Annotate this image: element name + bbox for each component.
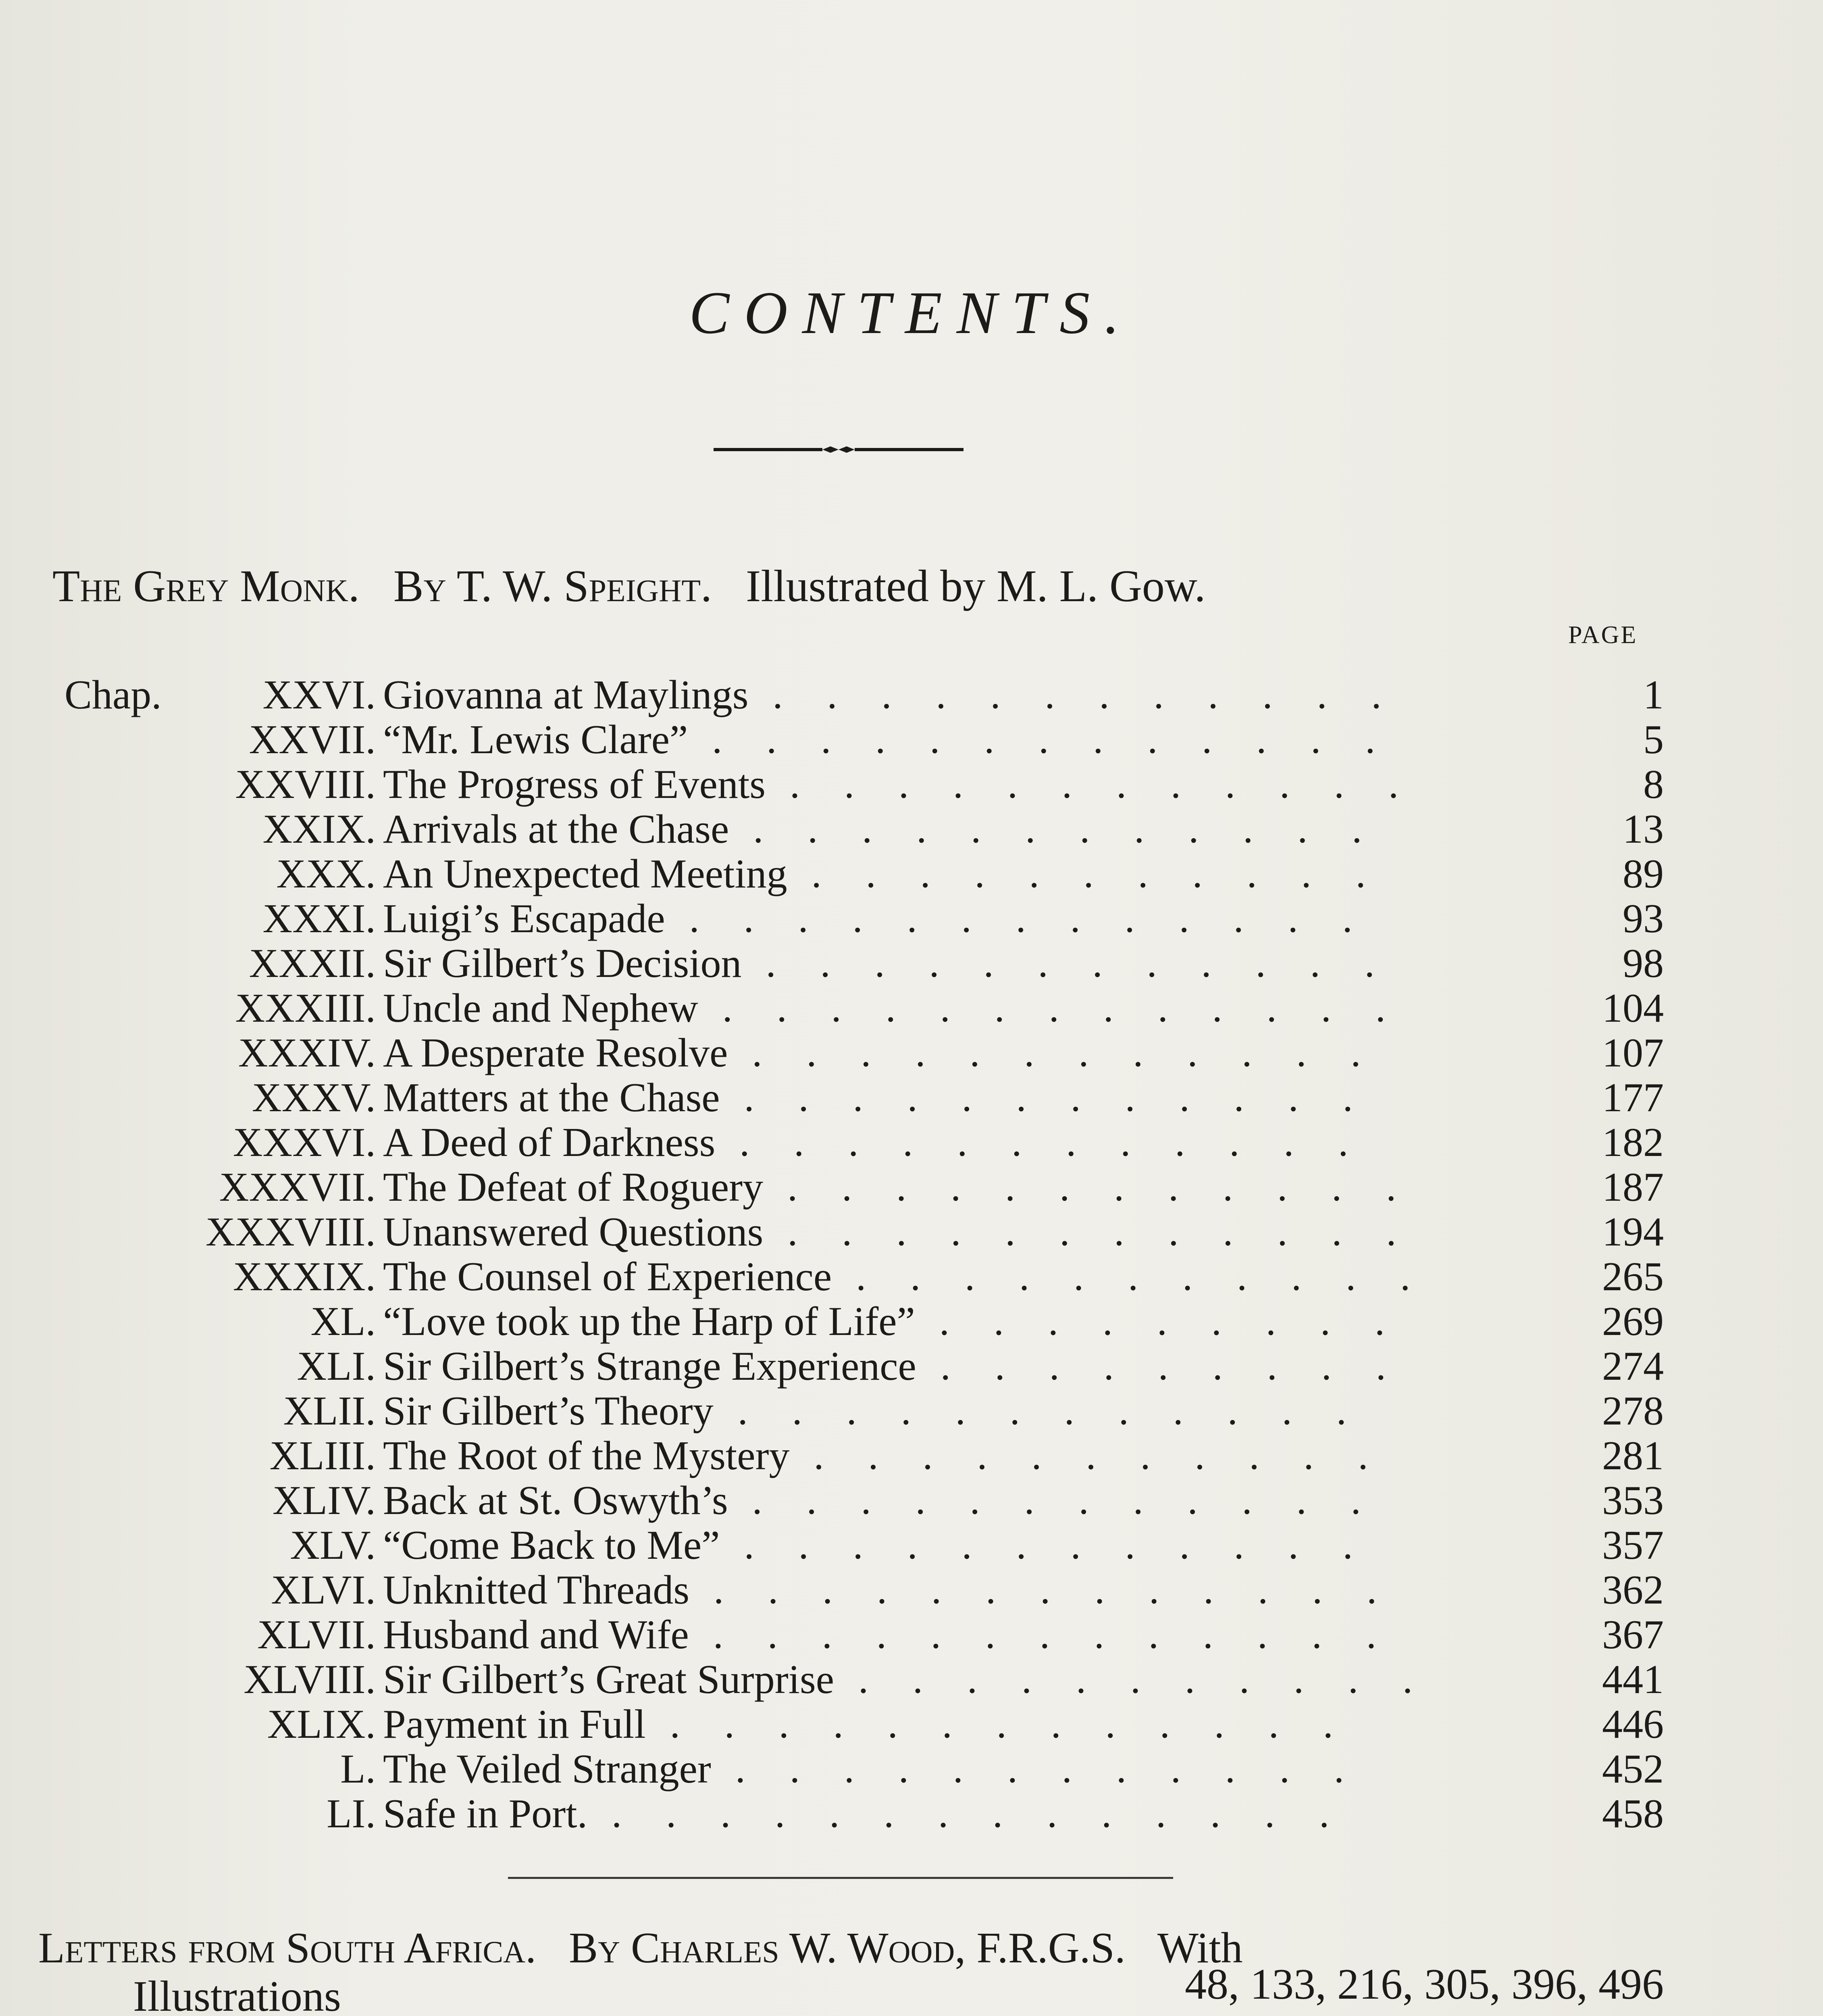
- grey-monk-illustrator: Illustrated by M. L. Gow.: [745, 561, 1206, 611]
- grey-monk-author: By T. W. Speight.: [393, 561, 712, 611]
- chapter-title: “Mr. Lewis Clare”: [383, 717, 688, 762]
- chapter-title: Unanswered Questions: [383, 1209, 764, 1255]
- chapter-row: [0, 761, 1823, 806]
- chapter-page: 1: [1643, 672, 1664, 718]
- chapter-page: 194: [1602, 1209, 1664, 1255]
- chapter-row: [0, 806, 1823, 851]
- leader-dots: ............: [744, 1075, 1397, 1120]
- chapter-title: The Counsel of Experience: [383, 1254, 832, 1300]
- chapter-row: [0, 1432, 1823, 1477]
- leader-dots: ............: [787, 1164, 1441, 1209]
- leader-dots: ...........: [811, 851, 1410, 896]
- chapter-number: XLVI.: [271, 1567, 376, 1613]
- chapter-row: [0, 1790, 1823, 1835]
- chapter-row: [0, 1387, 1823, 1433]
- chapter-number: XLVII.: [257, 1612, 376, 1658]
- chapter-page: 89: [1623, 851, 1664, 897]
- chapter-title: The Progress of Events: [383, 762, 766, 807]
- ornament-divider-icon: [710, 437, 968, 462]
- chapter-title: Giovanna at Maylings: [383, 672, 749, 718]
- leader-dots: ............: [787, 1209, 1441, 1254]
- chapter-row: [0, 1298, 1823, 1343]
- chapter-title: Arrivals at the Chase: [383, 806, 729, 852]
- chapter-page: 107: [1602, 1030, 1664, 1076]
- section-letters-heading: [38, 1923, 1243, 1973]
- chapter-page: 458: [1602, 1791, 1664, 1837]
- chapter-row: [0, 1074, 1823, 1119]
- chapter-row: [0, 1253, 1823, 1298]
- chapter-row: [0, 1208, 1823, 1254]
- leader-dots: ............: [789, 762, 1443, 806]
- leader-dots: .............: [714, 1567, 1421, 1612]
- chapter-number: L.: [340, 1746, 376, 1792]
- chapter-title: Sir Gilbert’s Theory: [383, 1388, 714, 1434]
- chapter-page: 187: [1602, 1164, 1664, 1210]
- letters-pages: 48, 133, 216, 305, 396, 496: [1185, 1960, 1664, 2008]
- chapter-number: XL.: [310, 1299, 376, 1344]
- chapter-row: [0, 1522, 1823, 1567]
- leader-dots: ...........: [814, 1433, 1413, 1478]
- leader-dots: .............: [670, 1702, 1378, 1746]
- chapter-row: [0, 1029, 1823, 1075]
- chapter-row: [0, 671, 1823, 716]
- chapter-title: Sir Gilbert’s Strange Experience: [383, 1343, 916, 1389]
- chapter-number: XXX.: [276, 851, 376, 897]
- chapter-number: XXXVII.: [219, 1164, 376, 1210]
- leader-dots: .............: [689, 896, 1397, 941]
- chapter-number: XLII.: [283, 1388, 376, 1434]
- chapter-title: The Defeat of Roguery: [383, 1164, 764, 1210]
- chapter-page: 177: [1602, 1075, 1664, 1120]
- chapter-number: XXXII.: [249, 941, 376, 986]
- chapter-page: 281: [1602, 1433, 1664, 1479]
- chapter-title: A Desperate Resolve: [383, 1030, 728, 1076]
- leader-dots: ............: [752, 1030, 1405, 1075]
- leader-dots: ...........: [856, 1254, 1455, 1299]
- chapter-row: [0, 850, 1823, 896]
- chapter-page: 446: [1602, 1702, 1664, 1747]
- chapter-title: A Deed of Darkness: [383, 1120, 716, 1165]
- chapter-row: [0, 1119, 1823, 1164]
- chapter-number: XLV.: [290, 1522, 376, 1568]
- leader-dots: ..............: [612, 1791, 1374, 1836]
- letters-author: By Charles W. Wood, F.R.G.S.: [569, 1924, 1126, 1972]
- chapter-page: 104: [1602, 985, 1664, 1031]
- chapter-number: XXXIV.: [238, 1030, 376, 1076]
- chapter-number: XXXI.: [262, 896, 376, 941]
- leader-dots: ............: [753, 806, 1407, 851]
- chapter-number: XXXVI.: [233, 1120, 376, 1165]
- chapter-row: [0, 1701, 1823, 1746]
- chapter-title: “Love took up the Harp of Life”: [383, 1299, 915, 1344]
- chapter-page: 93: [1623, 896, 1664, 941]
- chapter-row: [0, 1745, 1823, 1791]
- chapter-page: 367: [1602, 1612, 1664, 1658]
- leader-dots: ............: [739, 1120, 1393, 1164]
- chapter-page: 357: [1602, 1522, 1664, 1568]
- chapter-row: [0, 1611, 1823, 1656]
- chapter-page: 353: [1602, 1478, 1664, 1523]
- page-column-label: PAGE: [1568, 621, 1638, 649]
- chapter-title: The Root of the Mystery: [383, 1433, 790, 1479]
- chap-prefix: Chap.: [65, 672, 162, 718]
- chapter-number: LI.: [327, 1791, 376, 1837]
- chapter-page: 13: [1623, 806, 1664, 852]
- chapter-row: [0, 716, 1823, 761]
- chapter-number: XLI.: [297, 1343, 376, 1389]
- chapter-number: XXXVIII.: [205, 1209, 376, 1255]
- letters-with: With: [1157, 1924, 1243, 1972]
- leader-dots: ...........: [858, 1657, 1457, 1702]
- chapter-row: [0, 1343, 1823, 1388]
- leader-dots: .........: [940, 1343, 1430, 1388]
- chapter-number: XLIV.: [273, 1478, 376, 1523]
- leader-dots: ............: [752, 1478, 1405, 1522]
- leader-dots: ............: [744, 1522, 1397, 1567]
- chapter-title: Sir Gilbert’s Decision: [383, 941, 742, 986]
- chapter-page: 362: [1602, 1567, 1664, 1613]
- chapter-title: Luigi’s Escapade: [383, 896, 665, 941]
- section-rule: [508, 1877, 1173, 1879]
- chapter-title: Payment in Full: [383, 1702, 646, 1747]
- grey-monk-title: The Grey Monk.: [52, 561, 360, 611]
- chapter-page: 274: [1602, 1343, 1664, 1389]
- chapter-number: XXVI.: [262, 672, 376, 718]
- chapter-title: “Come Back to Me”: [383, 1522, 720, 1568]
- chapter-number: XLIII.: [269, 1433, 376, 1479]
- chapter-title: Sir Gilbert’s Great Surprise: [383, 1657, 834, 1702]
- chapter-title: The Veiled Stranger: [383, 1746, 711, 1792]
- leader-dots: ............: [766, 941, 1419, 985]
- chapter-title: Back at St. Oswyth’s: [383, 1478, 728, 1523]
- chapter-title: Safe in Port.: [383, 1791, 588, 1837]
- chapter-number: XXVIII.: [235, 762, 376, 807]
- chapter-row: [0, 1477, 1823, 1522]
- chapter-number: XXXV.: [252, 1075, 376, 1120]
- page-title: CONTENTS.: [689, 279, 1134, 346]
- chapter-row: [0, 985, 1823, 1030]
- chapter-title: Husband and Wife: [383, 1612, 689, 1658]
- section-grey-monk-heading: [52, 560, 1206, 612]
- chapter-number: XLVIII.: [243, 1657, 376, 1702]
- chapter-number: XXXIII.: [235, 985, 376, 1031]
- leader-dots: ............: [772, 672, 1426, 717]
- chapter-title: Unknitted Threads: [383, 1567, 690, 1613]
- chapter-row: [0, 1566, 1823, 1612]
- chapter-page: 98: [1623, 941, 1664, 986]
- chapter-row: [0, 895, 1823, 940]
- chapter-page: 452: [1602, 1746, 1664, 1792]
- chapter-number: XXVII.: [249, 717, 376, 762]
- chapter-row: [0, 1164, 1823, 1209]
- chapter-title: An Unexpected Meeting: [383, 851, 787, 897]
- chapter-page: 441: [1602, 1657, 1664, 1702]
- leader-dots: .............: [722, 985, 1430, 1030]
- letters-title: Letters from South Africa.: [38, 1924, 537, 1972]
- chapter-title: Uncle and Nephew: [383, 985, 698, 1031]
- chapter-page: 182: [1602, 1120, 1664, 1165]
- chapter-title: Matters at the Chase: [383, 1075, 720, 1120]
- leader-dots: ............: [735, 1746, 1388, 1791]
- chapter-page: 265: [1602, 1254, 1664, 1300]
- leader-dots: .............: [712, 717, 1420, 762]
- leader-dots: ............: [737, 1388, 1391, 1433]
- chapter-number: XXIX.: [262, 806, 376, 852]
- chapter-page: 8: [1643, 762, 1664, 807]
- leader-dots: .........: [939, 1299, 1429, 1343]
- leader-dots: .............: [713, 1612, 1421, 1657]
- chapter-page: 278: [1602, 1388, 1664, 1434]
- letters-illustrations: Illustrations: [133, 1972, 341, 2016]
- chapter-number: XXXIX.: [233, 1254, 376, 1300]
- chapter-page: 269: [1602, 1299, 1664, 1344]
- chapter-number: XLIX.: [267, 1702, 376, 1747]
- chapter-row: [0, 1656, 1823, 1701]
- chapter-row: [0, 940, 1823, 985]
- chapter-page: 5: [1643, 717, 1664, 762]
